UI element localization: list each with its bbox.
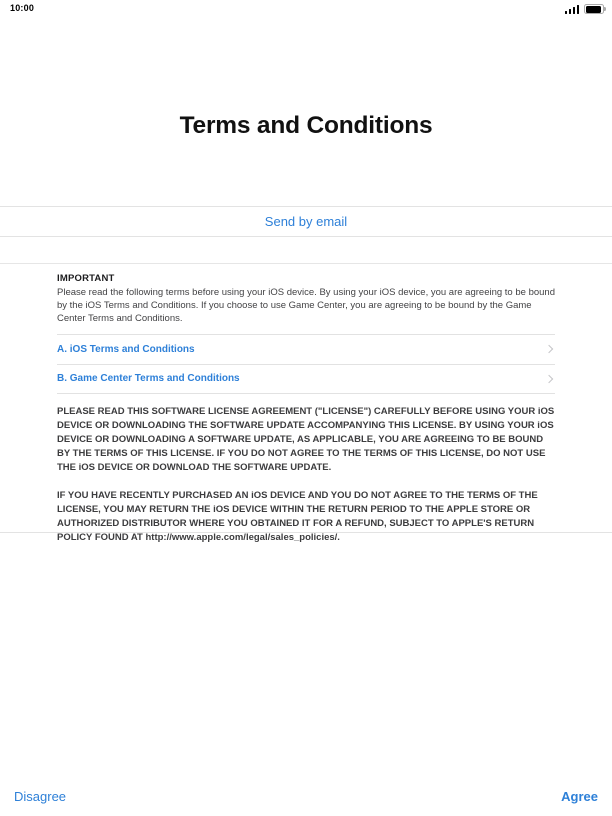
chevron-right-icon [545, 374, 553, 382]
send-by-email-button[interactable] [0, 206, 612, 237]
cellular-signal-icon [565, 5, 580, 14]
send-by-email-label: Send by email [264, 214, 348, 229]
agree-button[interactable]: Agree [561, 789, 598, 804]
terms-content-panel [0, 263, 612, 544]
chevron-right-icon [545, 345, 553, 353]
disagree-button[interactable]: Disagree [14, 789, 67, 804]
status-bar-right [565, 3, 607, 15]
license-paragraph: PLEASE READ THIS SOFTWARE LICENSE AGREEMENT ("LICENSE") CAREFULLY BEFORE USING YOUR iOS DEVICE OR DOWNLOADING THE SOFTWARE UPDATE ACCOMPANYING THIS LICENSE. BY USING YOUR iOS DEVICE OR DOWNLOADING A SOFTWARE UPDATE, AS APPLICABLE, YOU ARE AGREEING TO BE BOUND BY THE TERMS OF THIS LICENSE. IF YOU DO NOT AGREE TO THE TERMS OF THIS LICENSE, DO NOT USE THE iOS DEVICE OR DOWNLOAD THE SOFTWARE UPDATE. [57, 405, 555, 474]
refund-paragraph: IF YOU HAVE RECENTLY PURCHASED AN iOS DEVICE AND YOU DO NOT AGREE TO THE TERMS OF THE LICENSE, YOU MAY RETURN THE iOS DEVICE WITHIN THE RETURN PERIOD TO THE APPLE STORE OR AUTHORIZED DISTRIBUTOR WHERE YOU OBTAINED IT FOR A REFUND, SUBJECT TO APPLE'S RETURN POLICY FOUND AT http://www.apple.com/legal/sales_policies/. [57, 489, 538, 544]
status-time: 10:00 [10, 3, 35, 13]
page-title: Terms and Conditions [179, 112, 433, 139]
terms-link-list [57, 334, 555, 394]
important-heading: IMPORTANT [57, 273, 115, 284]
game-center-terms-link-row[interactable] [57, 364, 555, 394]
ios-terms-link-label: A. iOS Terms and Conditions [57, 343, 195, 355]
status-bar [0, 0, 612, 20]
ios-terms-link-row[interactable] [57, 334, 555, 364]
important-body-text: Please read the following terms before using your iOS device. By using your iOS device, you are agreeing to be bound by the iOS Terms and Conditions. If you choose to use Game Center, you are agreeing to be bound by the Game Center Terms and Conditions. [57, 287, 555, 325]
battery-icon [584, 4, 606, 14]
game-center-terms-link-label: B. Game Center Terms and Conditions [57, 373, 240, 385]
